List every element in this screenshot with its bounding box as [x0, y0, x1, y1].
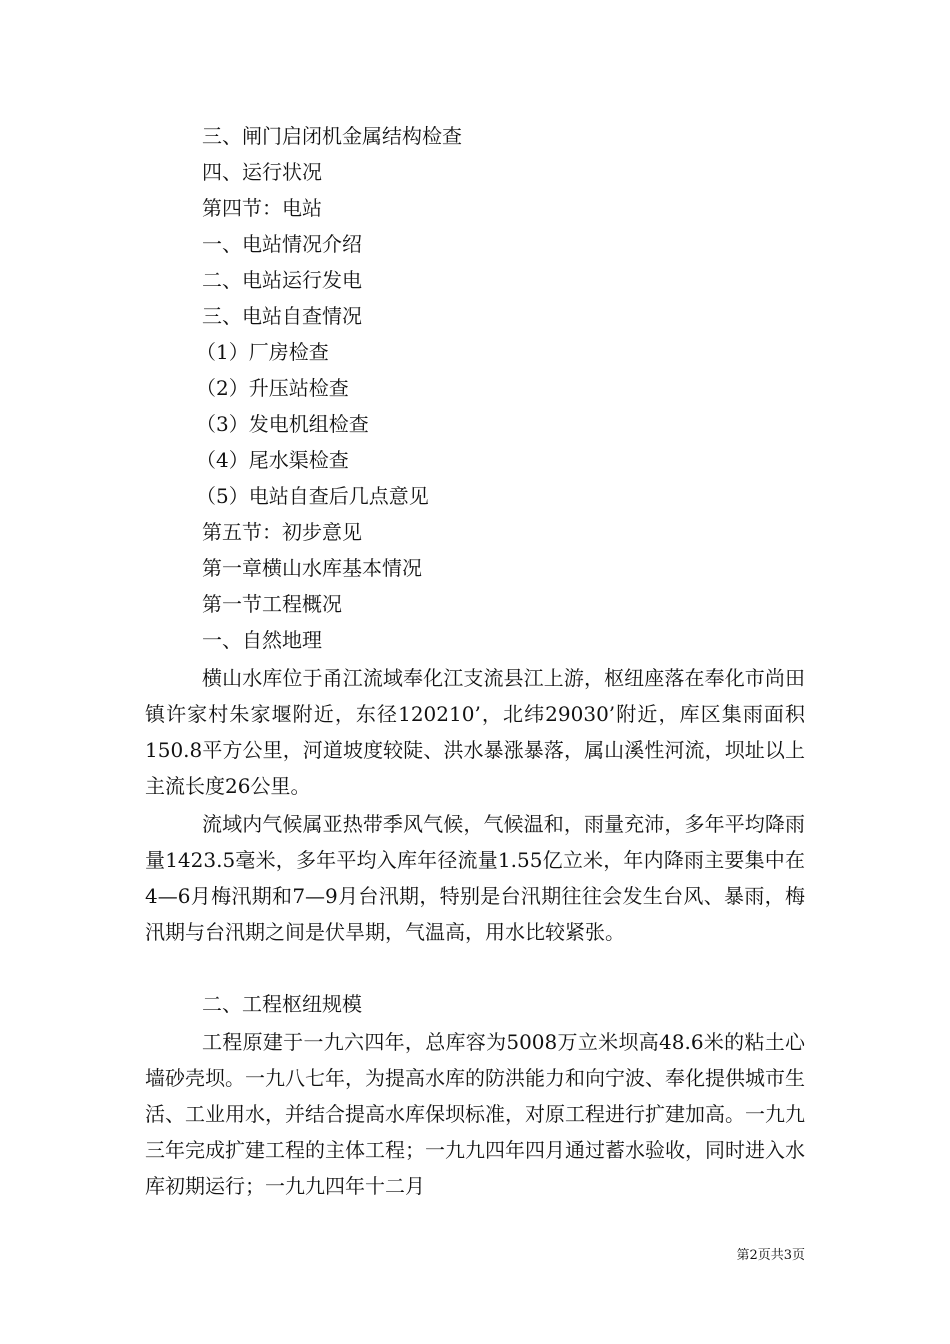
page-number-footer: 第2页共3页: [736, 1248, 805, 1263]
list-item-opinions: （5）电站自查后几点意见: [196, 484, 429, 508]
heading-project-scale: 二、工程枢纽规模: [202, 992, 362, 1016]
list-item-powerhouse: （1）厂房检查: [196, 340, 329, 364]
heading-station-operation: 二、电站运行发电: [202, 268, 362, 292]
paragraph-climate: 流域内气候属亚热带季风气候，气候温和，雨量充沛，多年平均降雨量1423.5毫米，多年平均入库年径流量1.55亿立米，年内降雨主要集中在4—6月梅汛期和7—9月台汛期，特别是台汛期往往会发生台风、暴雨，梅汛期与台汛期之间是伏旱期，气温高，用水比较紧张。: [145, 812, 805, 944]
paragraph-project-history: 工程原建于一九六四年，总库容为5008万立米坝高48.6米的粘土心墙砂壳坝。一九八七年，为提高水库的防洪能力和向宁波、奉化提供城市生活、工业用水，并结合提高水库保坝标准，对原工程进行扩建加高。一九九三年完成扩建工程的主体工程；一九九四年四月通过蓄水验收，同时进入水库初期运行；一九九四年十二月: [145, 1030, 805, 1198]
list-item-generator: （3）发电机组检查: [196, 412, 369, 436]
heading-operation-status: 四、运行状况: [202, 160, 322, 184]
list-item-substation: （2）升压站检查: [196, 376, 349, 400]
heading-chapter-one: 第一章横山水库基本情况: [202, 556, 422, 580]
paragraph-location: 横山水库位于甬江流域奉化江支流县江上游，枢纽座落在奉化市尚田镇许家村朱家堰附近，东径120210’，北纬29030’附近，库区集雨面积150.8平方公里，河道坡度较陡、洪水暴涨暴落，属山溪性河流，坝址以上主流长度26公里。: [145, 666, 805, 798]
heading-station-self-check: 三、电站自查情况: [202, 304, 362, 328]
heading-station-introduction: 一、电站情况介绍: [202, 232, 362, 256]
heading-gate-hoist-inspection: 三、闸门启闭机金属结构检查: [202, 124, 462, 148]
heading-natural-geography: 一、自然地理: [202, 628, 322, 652]
list-item-tailrace: （4）尾水渠检查: [196, 448, 349, 472]
heading-section-one-overview: 第一节工程概况: [202, 592, 342, 616]
heading-section-five: 第五节：初步意见: [202, 520, 362, 544]
heading-section-four-power-station: 第四节：电站: [202, 196, 322, 220]
